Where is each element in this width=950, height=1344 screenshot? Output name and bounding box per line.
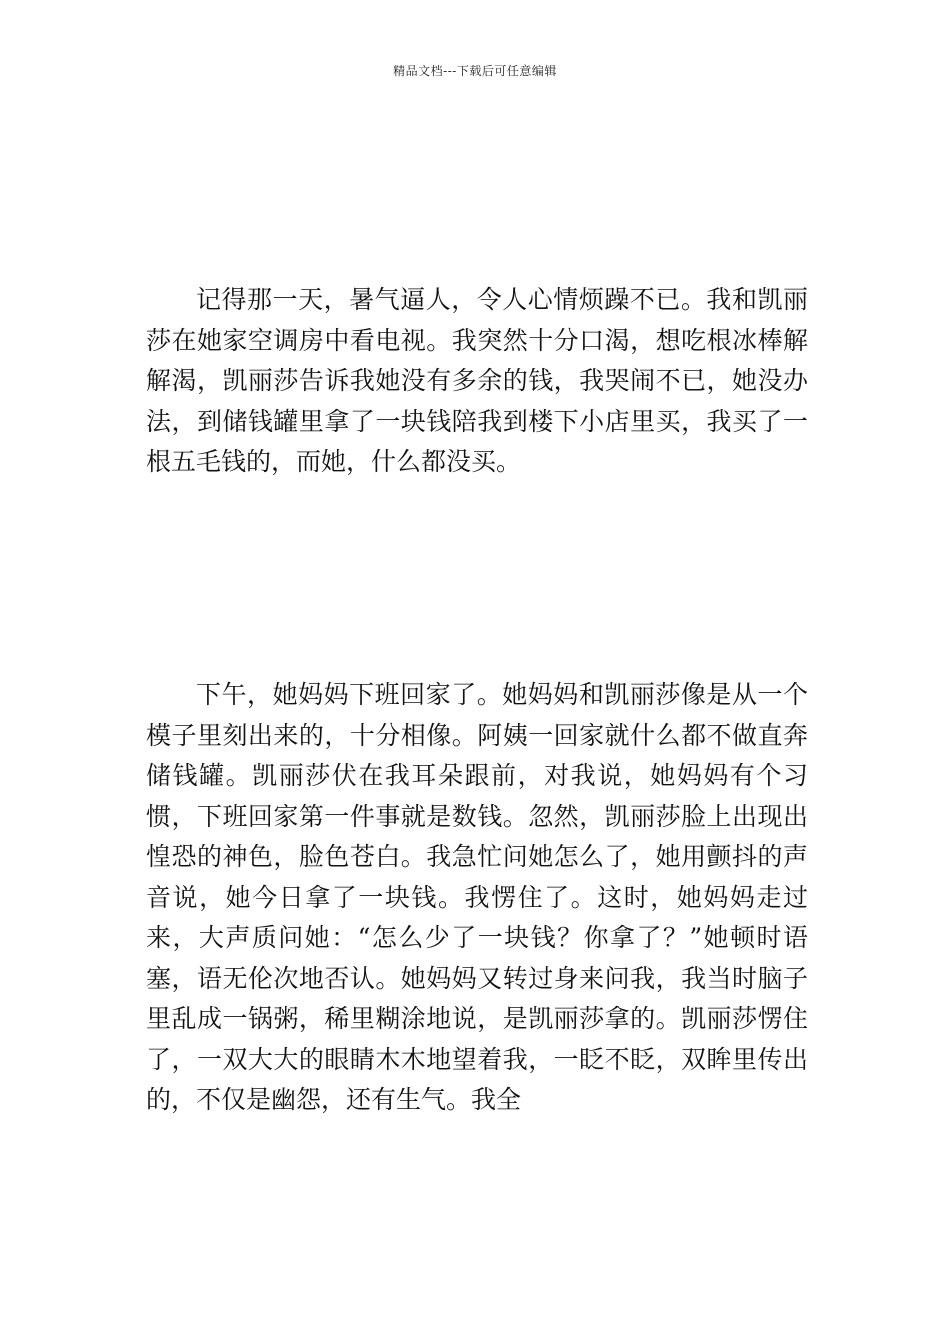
paragraph-1: 记得那一天，暑气逼人，令人心情烦躁不已。我和凯丽莎在她家空调房中看电视。我突然十分口渴，想吃根冰棒解解渴，凯丽莎告诉我她没有多余的钱，我哭闹不已，她没办法，到储钱罐里拿了一块钱陪我到楼下小店里买，我买了一根五毛钱的，而她，什么都没买。	[146, 285, 808, 476]
paragraph-2: 下午，她妈妈下班回家了。她妈妈和凯丽莎像是从一个模子里刻出来的，十分相像。阿姨一回家就什么都不做直奔储钱罐。凯丽莎伏在我耳朵跟前，对我说，她妈妈有个习惯，下班回家第一件事就是数钱。忽然，凯丽莎脸上出现出惶恐的神色，脸色苍白。我急忙问她怎么了，她用颤抖的声音说，她今日拿了一块钱。我愣住了。这时，她妈妈走过来，大声质问她：“怎么少了一块钱？你拿了？”她顿时语塞，语无伦次地否认。她妈妈又转过身来问我，我当时脑子里乱成一锅粥，稀里糊涂地说，是凯丽莎拿的。凯丽莎愣住了，一双大大的眼睛木木地望着我，一眨不眨，双眸里传出的，不仅是幽怨，还有生气。我全	[146, 680, 808, 1114]
page-header: 精品文档---下载后可任意编辑	[393, 64, 557, 78]
